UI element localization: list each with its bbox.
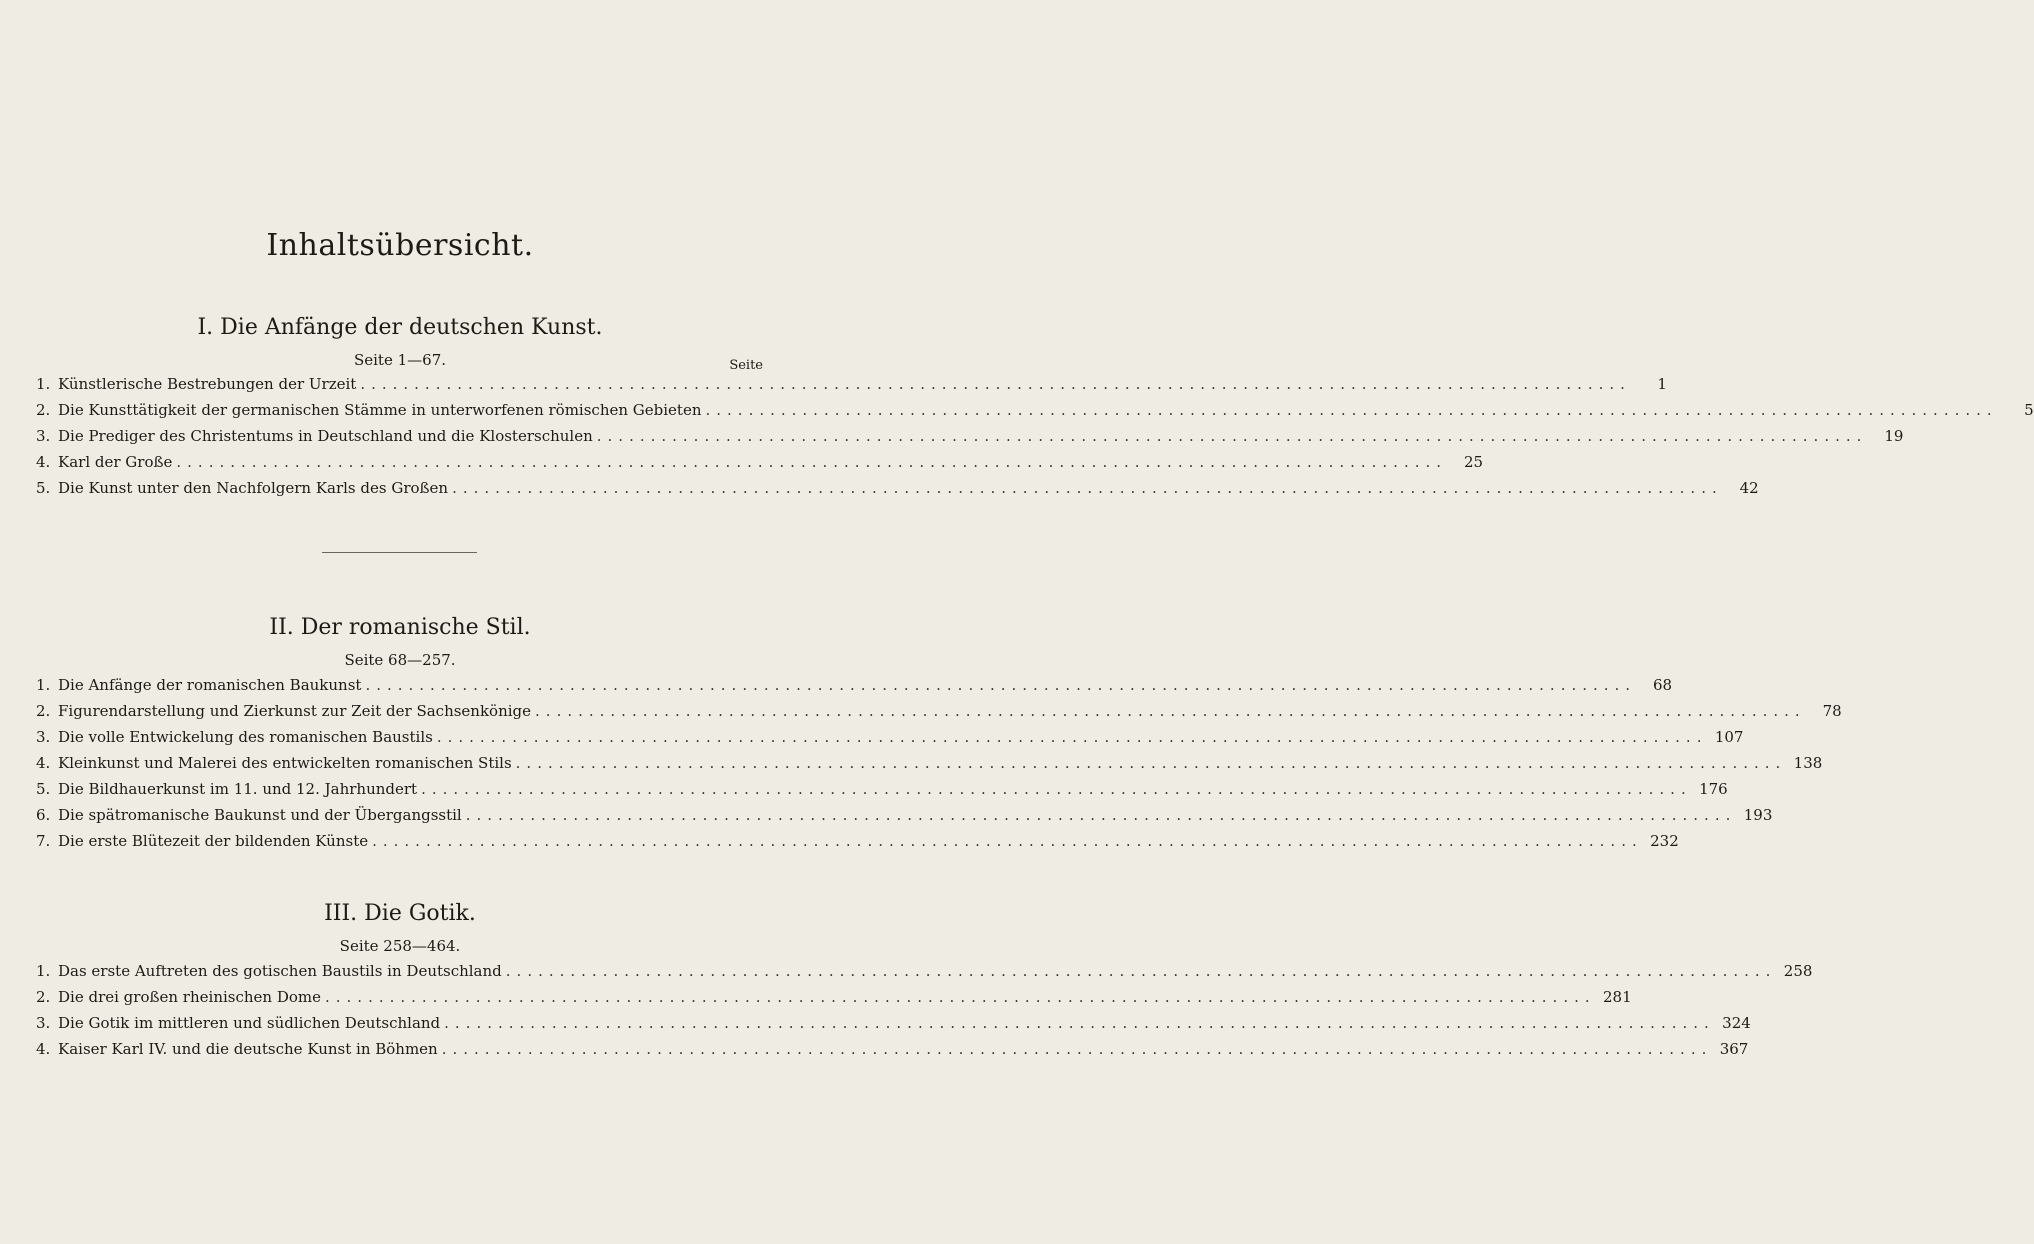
dot-leader: ...................................................................................................................... <box>421 780 1692 798</box>
entry-number: 5. <box>36 780 51 798</box>
entry-number: 3. <box>36 728 51 746</box>
toc-entry[interactable] <box>36 672 1673 698</box>
toc-entry[interactable] <box>36 828 1679 854</box>
entry-title: Kaiser Karl IV. und die deutsche Kunst in Böhmen <box>58 1040 438 1058</box>
entry-title: Die Kunst unter den Nachfolgern Karls des Großen <box>58 479 449 497</box>
entry-title: Die spätromanische Baukunst und der Übergangsstil <box>58 806 462 824</box>
dot-leader: ...................................................................................................................... <box>535 702 1806 720</box>
entry-title: Kleinkunst und Malerei des entwickelten romanischen Stils <box>58 754 512 772</box>
entry-number: 2. <box>36 988 51 1006</box>
entry-number: 5. <box>36 479 51 497</box>
entry-title: Figurendarstellung und Zierkunst zur Zeit der Sachsenkönige <box>58 702 532 720</box>
section-page-range: Seite 68—257. <box>344 651 456 669</box>
toc-entry[interactable] <box>36 802 1773 828</box>
dot-leader: ...................................................................................................................... <box>465 806 1737 824</box>
entry-page: 1 <box>1657 375 1667 393</box>
dot-leader: ...................................................................................................................... <box>176 453 1448 471</box>
entry-number: 1. <box>36 962 51 980</box>
entry-page: 367 <box>1719 1040 1749 1058</box>
toc-entry[interactable] <box>36 423 1904 449</box>
dot-leader: ...................................................................................................................... <box>596 427 1868 445</box>
dot-leader: ...................................................................................................................... <box>505 962 1777 980</box>
entry-number: 4. <box>36 453 51 471</box>
dot-leader: ...................................................................................................................... <box>436 728 1708 746</box>
entry-number: 4. <box>36 754 51 772</box>
entry-page: 324 <box>1722 1014 1751 1032</box>
dot-leader: ...................................................................................................................... <box>515 754 1787 772</box>
section-2 <box>0 612 800 672</box>
entry-number: 7. <box>36 832 51 850</box>
entry-title: Die Gotik im mittleren und südlichen Deutschland <box>58 1014 441 1032</box>
section-1 <box>0 312 800 372</box>
seite-column-label: Seite <box>729 358 763 373</box>
entry-title: Die volle Entwickelung des romanischen Baustils <box>58 728 433 746</box>
entry-title: Die erste Blütezeit der bildenden Künste <box>58 832 369 850</box>
section-heading: II. Der romanische Stil. <box>269 615 531 640</box>
toc-entry[interactable] <box>36 776 1728 802</box>
toc-entry[interactable] <box>36 1036 1749 1062</box>
section-page-range: Seite 1—67. <box>353 351 447 369</box>
entry-number: 1. <box>36 375 51 393</box>
entry-page: 193 <box>1743 806 1773 824</box>
dot-leader: ...................................................................................................................... <box>452 479 1723 497</box>
entry-number: 3. <box>36 427 51 445</box>
entry-number: 6. <box>36 806 51 824</box>
toc-entry[interactable] <box>36 750 1823 776</box>
dot-leader: ...................................................................................................................... <box>441 1040 1713 1058</box>
toc-entry[interactable] <box>36 958 1813 984</box>
section-page-range: Seite 258—464. <box>339 937 461 955</box>
toc-entry[interactable] <box>36 724 1744 750</box>
toc-entry[interactable] <box>36 1010 1751 1036</box>
entry-page: 42 <box>1739 479 1759 497</box>
section-divider <box>322 552 477 553</box>
dot-leader: ........................................................................................................................ <box>705 401 1998 419</box>
toc-entry[interactable] <box>36 984 1632 1010</box>
entry-title: Die Bildhauerkunst im 11. und 12. Jahrhundert <box>58 780 418 798</box>
section-heading: I. Die Anfänge der deutschen Kunst. <box>197 315 603 340</box>
entry-page: 138 <box>1793 754 1823 772</box>
entry-title: Die Kunsttätigkeit der germanischen Stämme in unterworfenen römischen Gebieten <box>58 401 702 419</box>
entry-page: 5 <box>2024 401 2034 419</box>
entry-page: 25 <box>1463 453 1484 471</box>
entry-title: Das erste Auftreten des gotischen Baustils in Deutschland <box>58 962 502 980</box>
entry-number: 2. <box>36 401 51 419</box>
entry-page: 78 <box>1822 702 1842 720</box>
entry-number: 3. <box>36 1014 51 1032</box>
entry-page: 258 <box>1783 962 1813 980</box>
dot-leader: ...................................................................................................................... <box>444 1014 1715 1032</box>
entry-title: Karl der Große <box>58 453 173 471</box>
dot-leader: ...................................................................................................................... <box>372 832 1643 850</box>
page-title: Inhaltsübersicht. <box>266 228 534 263</box>
toc-entry[interactable] <box>36 397 2034 423</box>
entry-number: 2. <box>36 702 51 720</box>
entry-title: Künstlerische Bestrebungen der Urzeit <box>58 375 357 393</box>
dot-leader: ...................................................................................................................... <box>325 988 1596 1006</box>
section-3 <box>0 898 800 958</box>
section-heading: III. Die Gotik. <box>324 901 476 926</box>
entry-title: Die drei großen rheinischen Dome <box>58 988 321 1006</box>
entry-number: 4. <box>36 1040 51 1058</box>
entry-page: 19 <box>1884 427 1904 445</box>
entry-number: 1. <box>36 676 51 694</box>
entry-page: 281 <box>1603 988 1632 1006</box>
toc-entry[interactable] <box>36 371 1667 397</box>
entry-page: 232 <box>1650 832 1679 850</box>
entry-title: Die Prediger des Christentums in Deutschland und die Klosterschulen <box>58 427 593 445</box>
dot-leader: ...................................................................................................................... <box>365 676 1637 694</box>
entry-page: 68 <box>1652 676 1673 694</box>
toc-entry[interactable] <box>36 449 1484 475</box>
toc-entry[interactable] <box>36 475 1759 501</box>
entry-page: 107 <box>1714 728 1744 746</box>
entry-title: Die Anfänge der romanischen Baukunst <box>58 676 362 694</box>
entry-page: 176 <box>1699 780 1728 798</box>
toc-entry[interactable] <box>36 698 1842 724</box>
dot-leader: ...................................................................................................................... <box>360 375 1631 393</box>
